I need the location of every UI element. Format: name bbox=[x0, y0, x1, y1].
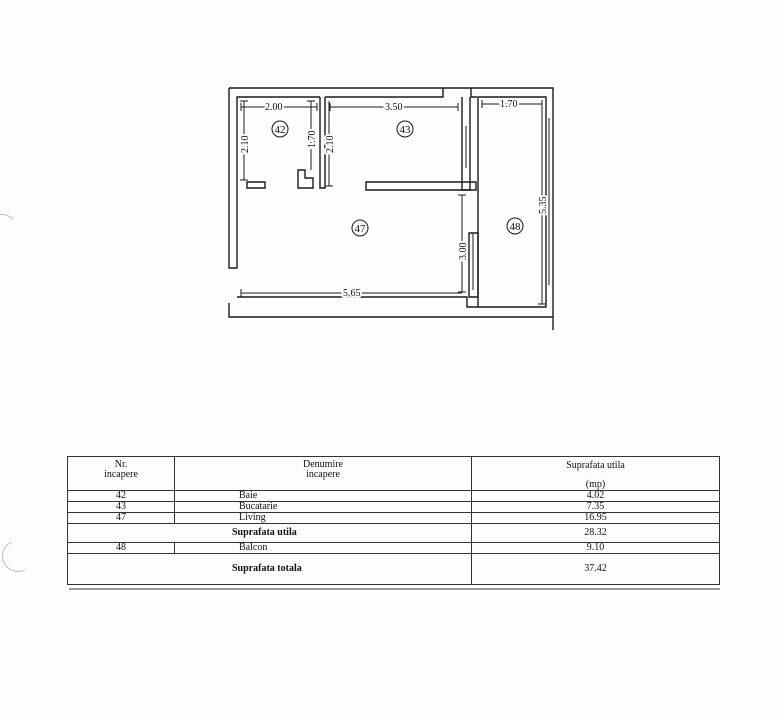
dim-5-65: 5.65 bbox=[343, 288, 361, 299]
row-name-text: Baie bbox=[239, 489, 258, 501]
total-area: 37.42 bbox=[472, 553, 720, 584]
room-48: 48 bbox=[509, 221, 521, 233]
dim-1-70-vert: 1.70 bbox=[307, 130, 318, 148]
subtotal-row bbox=[68, 523, 720, 542]
dim-3-50: 3.50 bbox=[385, 102, 403, 113]
dim-2-10-mid: 2.10 bbox=[325, 135, 336, 153]
subtotal-area: 28.32 bbox=[472, 523, 720, 542]
stair-block bbox=[298, 170, 313, 188]
row-name-text: Bucatarie bbox=[239, 500, 278, 512]
row-name bbox=[175, 512, 472, 523]
total-label bbox=[68, 553, 472, 584]
kitchen-wall bbox=[366, 182, 476, 190]
dim-5-35: 5.35 bbox=[538, 196, 549, 214]
room-47: 47 bbox=[354, 223, 366, 235]
partition-42-living bbox=[247, 182, 265, 188]
row-name bbox=[175, 501, 472, 512]
subtotal-label-text: Suprafata utila bbox=[232, 526, 297, 538]
row-nr: 47 bbox=[68, 512, 175, 523]
row-area: 4.02 bbox=[472, 490, 720, 501]
table-row bbox=[68, 501, 720, 512]
row-area: 16.95 bbox=[472, 512, 720, 523]
row-area: 7.35 bbox=[472, 501, 720, 512]
dim-3-00: 3.00 bbox=[458, 242, 469, 260]
row-name-text: Balcon bbox=[239, 541, 268, 553]
row-area: 9.10 bbox=[472, 542, 720, 553]
subtotal-label bbox=[68, 523, 472, 542]
row-nr: 48 bbox=[68, 542, 175, 553]
room-43: 43 bbox=[399, 124, 411, 136]
table-row bbox=[68, 512, 720, 523]
table-header-row bbox=[68, 457, 720, 491]
row-name bbox=[175, 490, 472, 501]
room-42: 42 bbox=[274, 124, 286, 136]
dim-1-70-top: 1.70 bbox=[500, 99, 518, 110]
header-nr: Nr. incapere bbox=[68, 457, 175, 491]
dim-2-00: 2.00 bbox=[265, 102, 283, 113]
header-area: Suprafata utila (mp) bbox=[472, 457, 720, 491]
header-name: Denumire incapere bbox=[175, 457, 472, 491]
row-name bbox=[175, 542, 472, 553]
row-nr: 43 bbox=[68, 501, 175, 512]
total-row bbox=[68, 553, 720, 584]
table-row bbox=[68, 490, 720, 501]
row-nr: 42 bbox=[68, 490, 175, 501]
area-table bbox=[67, 456, 720, 585]
row-name-text: Living bbox=[239, 511, 266, 523]
dim-2-10-left: 2.10 bbox=[240, 135, 251, 153]
total-label-text: Suprafata totala bbox=[232, 562, 302, 574]
table-row-balcony bbox=[68, 542, 720, 553]
